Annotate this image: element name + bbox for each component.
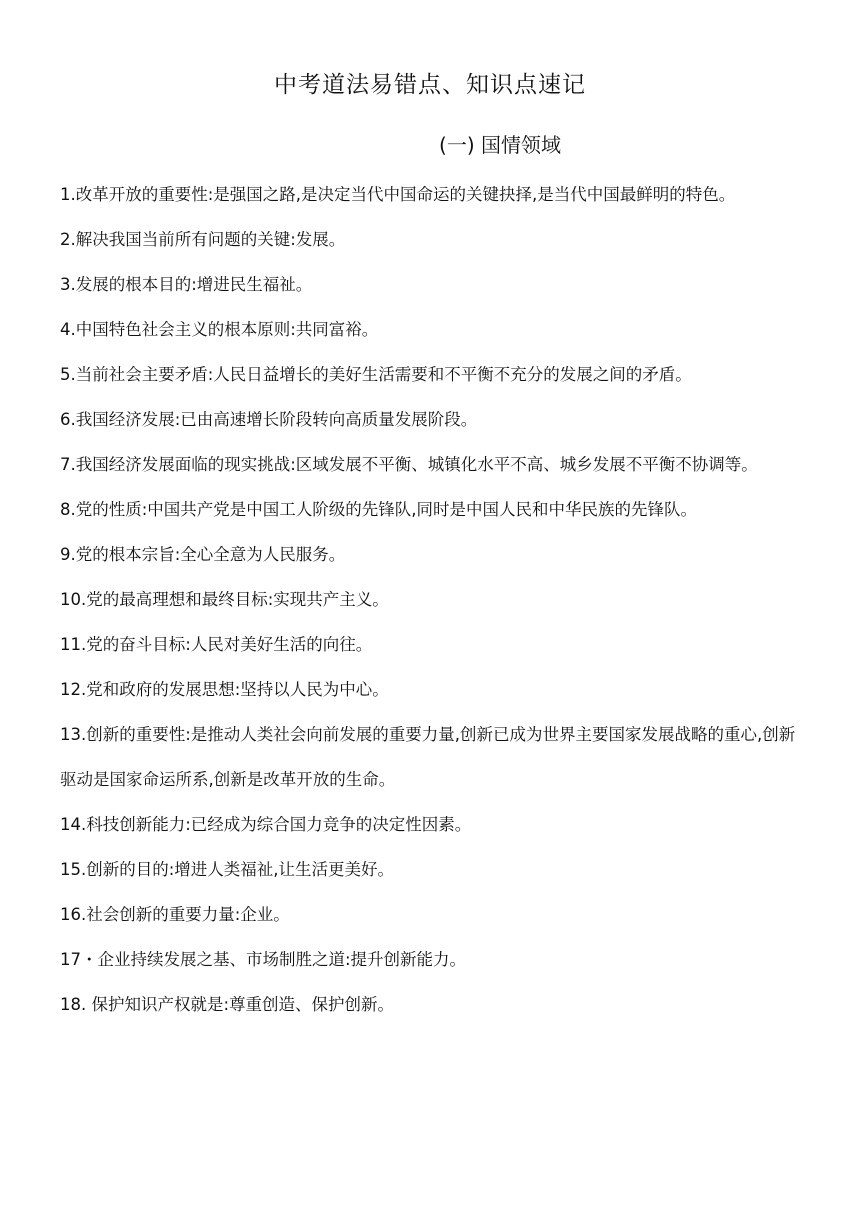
list-item: 14.科技创新能力:已经成为综合国力竞争的决定性因素。 — [60, 815, 472, 834]
list-item: 13.创新的重要性:是推动人类社会向前发展的重要力量,创新已成为世界主要国家发展战略的重心,创新驱动是国家命运所系,创新是改革开放的生命。 — [60, 725, 796, 789]
knowledge-point-list — [60, 172, 805, 1027]
list-item: 4.中国特色社会主义的根本原则:共同富裕。 — [60, 320, 379, 339]
list-item: 5.当前社会主要矛盾:人民日益增长的美好生活需要和不平衡不充分的发展之间的矛盾。 — [60, 365, 692, 384]
list-item: 9.党的根本宗旨:全心全意为人民服务。 — [60, 545, 346, 564]
list-item: 15.创新的目的:增进人类福祉,让生活更美好。 — [60, 860, 395, 879]
list-item: 6.我国经济发展:已由高速增长阶段转向高质量发展阶段。 — [60, 410, 478, 429]
list-item: 7.我国经济发展面临的现实挑战:区域发展不平衡、城镇化水平不高、城乡发展不平衡不协调等。 — [60, 455, 758, 474]
list-item: 8.党的性质:中国共产党是中国工人阶级的先锋队,同时是中国人民和中华民族的先锋队。 — [60, 500, 698, 519]
list-item: 18. 保护知识产权就是:尊重创造、保护创新。 — [60, 995, 395, 1014]
list-item: 12.党和政府的发展思想:坚持以人民为中心。 — [60, 680, 389, 699]
list-item: 3.发展的根本目的:增进民生福祉。 — [60, 275, 313, 294]
list-item: 17・企业持续发展之基、市场制胜之道:提升创新能力。 — [60, 950, 467, 969]
section-heading: (一) 国情领域 — [439, 133, 561, 157]
list-item: 16.社会创新的重要力量:企业。 — [60, 905, 290, 924]
document-title: 中考道法易错点、知识点速记 — [274, 72, 586, 98]
list-item: 10.党的最高理想和最终目标:实现共产主义。 — [60, 590, 389, 609]
list-item: 11.党的奋斗目标:人民对美好生活的向往。 — [60, 635, 373, 654]
list-item: 1.改革开放的重要性:是强国之路,是决定当代中国命运的关键抉择,是当代中国最鲜明的特色。 — [60, 185, 736, 204]
list-item: 2.解决我国当前所有问题的关键:发展。 — [60, 230, 346, 249]
